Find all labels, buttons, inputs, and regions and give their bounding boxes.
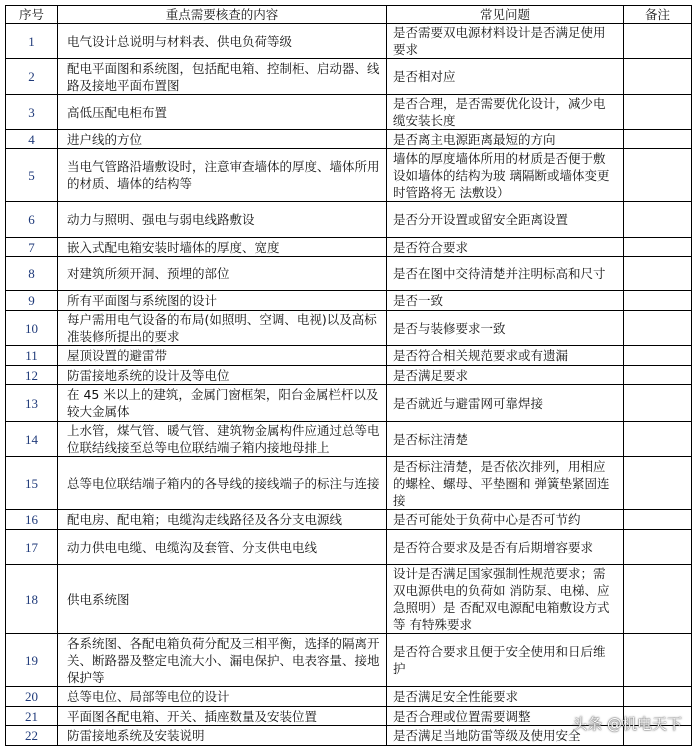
- row-issue: 是否符合相关规范要求或有遗漏: [387, 346, 624, 366]
- header-issue: 常见问题: [387, 6, 624, 24]
- row-note: [624, 257, 692, 291]
- row-note: [624, 634, 692, 687]
- row-content: 电气设计总说明与材料表、供电负荷等级: [58, 24, 387, 59]
- table-row: [6, 202, 692, 238]
- row-note: [624, 149, 692, 202]
- row-content: 所有平面图与系统图的设计: [58, 291, 387, 311]
- header-number: 序号: [6, 6, 58, 24]
- row-issue: 是否在图中交待清楚并注明标高和尺寸: [387, 257, 624, 291]
- table-row: [6, 385, 692, 422]
- row-issue: 是否标注清楚: [387, 422, 624, 457]
- row-number: 9: [6, 291, 58, 311]
- row-number: 18: [6, 565, 58, 634]
- row-content: 各系统图、各配电箱负荷分配及三相平衡，选择的隔离开关、断路器及整定电流大小、漏电保护、电表容量、接地保护等: [58, 634, 387, 687]
- row-content: 总等电位联结端子箱内的各导线的接线端子的标注与连接: [58, 457, 387, 510]
- row-number: 14: [6, 422, 58, 457]
- row-content: 防雷接地系统的设计及等电位: [58, 366, 387, 385]
- header-note: 备注: [624, 6, 692, 24]
- row-content: 配电房、配电箱；电缆沟走线路径及各分支电源线: [58, 510, 387, 530]
- row-number: 21: [6, 707, 58, 726]
- row-note: [624, 311, 692, 346]
- row-issue: 是否离主电源距离最短的方向: [387, 130, 624, 149]
- row-note: [624, 457, 692, 510]
- row-note: [624, 130, 692, 149]
- row-number: 10: [6, 311, 58, 346]
- row-issue: 是否合理，是否需要优化设计，减少电缆安装长度: [387, 95, 624, 130]
- table-row: [6, 291, 692, 311]
- row-number: 6: [6, 202, 58, 238]
- row-content: 对建筑所须开洞、预埋的部位: [58, 257, 387, 291]
- row-content: 配电平面图和系统图，包括配电箱、控制柜、启动器、线路及接地平面布置图: [58, 59, 387, 95]
- row-number: 3: [6, 95, 58, 130]
- row-content: 进户线的方位: [58, 130, 387, 149]
- row-number: 2: [6, 59, 58, 95]
- table-row: [6, 130, 692, 149]
- row-content: 上水管，煤气管、暖气管、建筑物金属构件应通过总等电位联结线接至总等电位联结端子箱内接地母排上: [58, 422, 387, 457]
- row-issue: 是否满足安全性能要求: [387, 687, 624, 707]
- row-content: 高低压配电柜布置: [58, 95, 387, 130]
- table-row: [6, 24, 692, 59]
- review-checklist-table: [5, 5, 692, 746]
- table-row: [6, 149, 692, 202]
- row-number: 1: [6, 24, 58, 59]
- row-issue: 是否标注清楚，是否依次排列，用相应的螺栓、螺母、平垫圈和 弹簧垫紧固连接: [387, 457, 624, 510]
- row-issue: 是否相对应: [387, 59, 624, 95]
- watermark: 头条 @机电天下: [572, 715, 682, 733]
- table-row: [6, 457, 692, 510]
- row-content: 平面图各配电箱、开关、插座数量及安装位置: [58, 707, 387, 726]
- table-row: [6, 366, 692, 385]
- table-row: [6, 422, 692, 457]
- row-content: 在 45 米以上的建筑，金属门窗框架，阳台金属栏杆以及较大金属体: [58, 385, 387, 422]
- row-number: 22: [6, 726, 58, 746]
- row-note: [624, 238, 692, 257]
- row-issue: 是否可能处于负荷中心是否可节约: [387, 510, 624, 530]
- table-row: [6, 95, 692, 130]
- row-number: 5: [6, 149, 58, 202]
- row-note: [624, 530, 692, 565]
- row-content: 动力与照明、强电与弱电线路敷设: [58, 202, 387, 238]
- table-row: [6, 634, 692, 687]
- row-note: [624, 366, 692, 385]
- table-row: [6, 238, 692, 257]
- table-row: [6, 346, 692, 366]
- table-row: [6, 687, 692, 707]
- row-issue: 是否符合要求: [387, 238, 624, 257]
- row-issue: 是否符合要求及是否有后期增容要求: [387, 530, 624, 565]
- row-number: 13: [6, 385, 58, 422]
- table-row: [6, 565, 692, 634]
- row-issue: 是否分开设置或留安全距离设置: [387, 202, 624, 238]
- row-note: [624, 510, 692, 530]
- row-number: 11: [6, 346, 58, 366]
- row-issue: 是否与装修要求一致: [387, 311, 624, 346]
- row-number: 19: [6, 634, 58, 687]
- row-issue: 设计是否满足国家强制性规范要求；需双电源供电的负荷如 消防泵、电梯、应急照明）是 否配双电源配电箱敷设方式等 有特殊要求: [387, 565, 624, 634]
- row-content: 屋顶设置的避雷带: [58, 346, 387, 366]
- row-note: [624, 422, 692, 457]
- row-content: 嵌入式配电箱安装时墙体的厚度、宽度: [58, 238, 387, 257]
- table-row: [6, 59, 692, 95]
- row-content: 防雷接地系统及安装说明: [58, 726, 387, 746]
- row-note: [624, 385, 692, 422]
- row-issue: 是否合理或位置需要调整: [387, 707, 624, 726]
- row-content: 动力供电电缆、电缆沟及套管、分支供电电线: [58, 530, 387, 565]
- row-note: [624, 95, 692, 130]
- row-content: 总等电位、局部等电位的设计: [58, 687, 387, 707]
- row-issue: 是否满足当地防雷等级及使用安全: [387, 726, 624, 746]
- row-issue: 墙体的厚度墙体所用的材质是否便于敷设如墙体的结构为玻 璃隔断或墙体变更时管路将无 法敷设）: [387, 149, 624, 202]
- row-number: 12: [6, 366, 58, 385]
- row-number: 4: [6, 130, 58, 149]
- table-row: [6, 510, 692, 530]
- row-note: [624, 565, 692, 634]
- row-issue: 是否符合要求且便于安全使用和日后维护: [387, 634, 624, 687]
- row-note: [624, 24, 692, 59]
- row-number: 8: [6, 257, 58, 291]
- table-row: [6, 257, 692, 291]
- row-content: 每户需用电气设备的布局(如照明、空调、电视)以及高标准装修所提出的要求: [58, 311, 387, 346]
- header-content: 重点需要核查的内容: [58, 6, 387, 24]
- row-number: 16: [6, 510, 58, 530]
- row-issue: 是否满足要求: [387, 366, 624, 385]
- row-note: [624, 202, 692, 238]
- row-number: 17: [6, 530, 58, 565]
- table-header-row: [6, 6, 692, 24]
- row-number: 20: [6, 687, 58, 707]
- row-note: [624, 59, 692, 95]
- row-note: [624, 291, 692, 311]
- row-issue: 是否需要双电源材料设计是否满足使用要求: [387, 24, 624, 59]
- row-issue: 是否一致: [387, 291, 624, 311]
- row-content: 当电气管路沿墙敷设时，注意审查墙体的厚度、墙体所用的材质、墙体的结构等: [58, 149, 387, 202]
- row-issue: 是否就近与避雷网可靠焊接: [387, 385, 624, 422]
- row-note: [624, 687, 692, 707]
- row-content: 供电系统图: [58, 565, 387, 634]
- table-row: [6, 530, 692, 565]
- row-number: 7: [6, 238, 58, 257]
- row-number: 15: [6, 457, 58, 510]
- row-note: [624, 346, 692, 366]
- table-row: [6, 311, 692, 346]
